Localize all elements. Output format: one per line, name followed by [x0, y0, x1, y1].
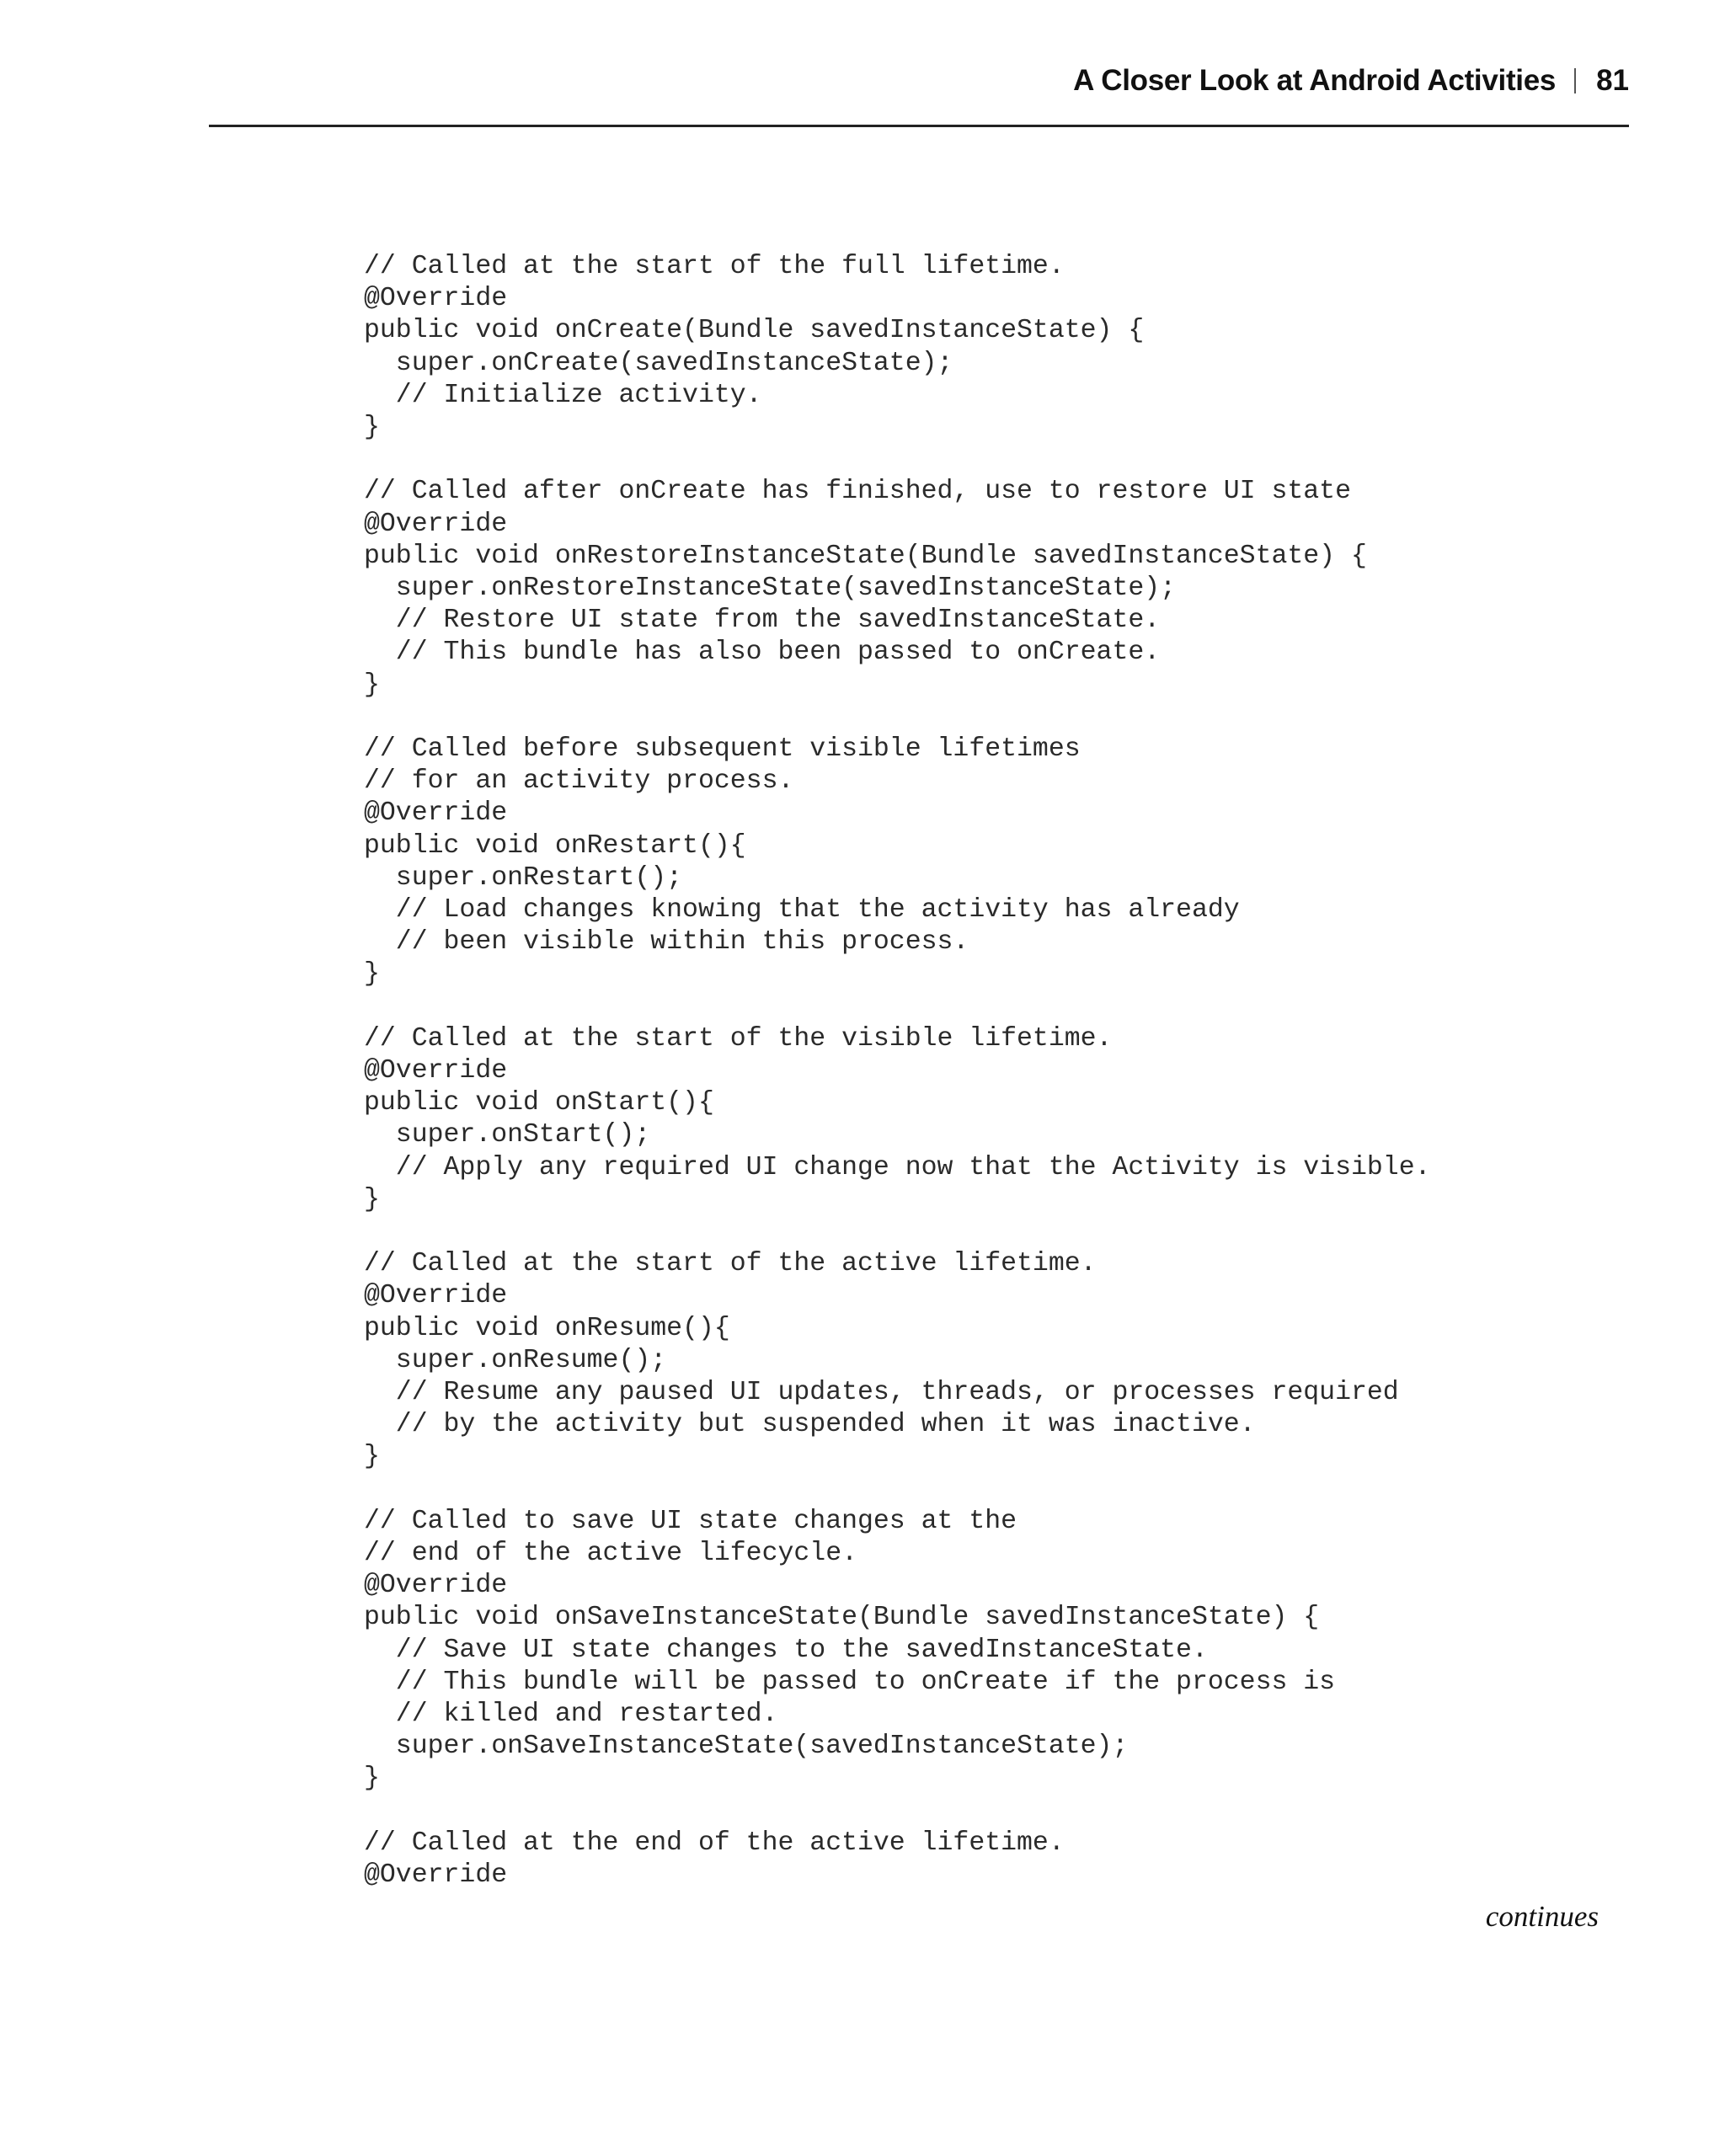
code-line: super.onStart();: [364, 1120, 651, 1150]
chapter-title: A Closer Look at Android Activities: [1073, 64, 1557, 97]
code-line: // Initialize activity.: [364, 380, 762, 410]
code-line: [364, 991, 1431, 1023]
code-line: }: [364, 670, 380, 700]
code-line: @Override: [364, 509, 508, 539]
code-line: // Called at the start of the visible lifetime.: [364, 1023, 1113, 1054]
header-rule: [209, 125, 1629, 127]
code-line: [364, 1796, 1431, 1828]
code-line: }: [364, 1184, 380, 1214]
code-line: // Called to save UI state changes at the: [364, 1506, 1017, 1536]
code-line: // This bundle will be passed to onCreate if the process is: [364, 1667, 1336, 1697]
code-line: super.onRestoreInstanceState(savedInstanceState);: [364, 574, 1177, 604]
header-separator: [1574, 68, 1576, 93]
code-line: @Override: [364, 798, 508, 829]
code-line: }: [364, 413, 380, 443]
code-line: }: [364, 959, 380, 990]
code-line: // This bundle has also been passed to onCreate.: [364, 638, 1161, 668]
code-line: // Called at the end of the active lifetime.: [364, 1828, 1065, 1858]
code-line: [364, 444, 1431, 476]
code-line: @Override: [364, 1056, 508, 1086]
code-line: // Called at the start of the active lifetime.: [364, 1249, 1097, 1279]
code-line: // been visible within this process.: [364, 927, 969, 958]
code-line: // Called after onCreate has finished, use to restore UI state: [364, 477, 1351, 507]
code-line: // Resume any paused UI updates, threads, or processes required: [364, 1378, 1399, 1408]
code-line: public void onResume(){: [364, 1313, 730, 1343]
code-line: public void onSaveInstanceState(Bundle savedInstanceState) {: [364, 1603, 1320, 1633]
code-line: super.onRestart();: [364, 862, 683, 893]
code-line: // Called before subsequent visible lifetimes: [364, 734, 1081, 765]
code-line: super.onResume();: [364, 1345, 667, 1375]
code-line: @Override: [364, 284, 508, 314]
code-line: // Load changes knowing that the activity has already: [364, 895, 1240, 926]
code-line: public void onRestoreInstanceState(Bundle savedInstanceState) {: [364, 541, 1367, 571]
code-line: // end of the active lifecycle.: [364, 1539, 857, 1569]
code-line: public void onStart(){: [364, 1088, 714, 1118]
running-header: [1073, 64, 1629, 98]
code-line: // for an activity process.: [364, 766, 794, 797]
code-line: // Save UI state changes to the savedInstanceState.: [364, 1635, 1208, 1665]
code-line: // Restore UI state from the savedInstanceState.: [364, 606, 1161, 636]
code-line: }: [364, 1442, 380, 1472]
code-line: // killed and restarted.: [364, 1700, 778, 1730]
code-line: super.onCreate(savedInstanceState);: [364, 348, 953, 378]
code-line: [364, 1216, 1431, 1248]
code-listing: [364, 251, 1431, 1892]
code-line: public void onRestart(){: [364, 830, 746, 861]
code-line: // Called at the start of the full lifetime.: [364, 252, 1065, 281]
continues-note: continues: [1485, 1900, 1599, 1933]
code-line: @Override: [364, 1571, 508, 1601]
code-line: public void onCreate(Bundle savedInstanceState) {: [364, 316, 1145, 346]
code-line: @Override: [364, 1860, 508, 1891]
code-line: // Apply any required UI change now that the Activity is visible.: [364, 1152, 1431, 1182]
code-line: @Override: [364, 1281, 508, 1311]
code-line: super.onSaveInstanceState(savedInstanceState);: [364, 1732, 1129, 1762]
code-line: [364, 702, 1431, 734]
code-line: }: [364, 1764, 380, 1794]
page-number: 81: [1596, 64, 1629, 97]
code-line: [364, 1474, 1431, 1506]
code-line: // by the activity but suspended when it was inactive.: [364, 1410, 1256, 1440]
